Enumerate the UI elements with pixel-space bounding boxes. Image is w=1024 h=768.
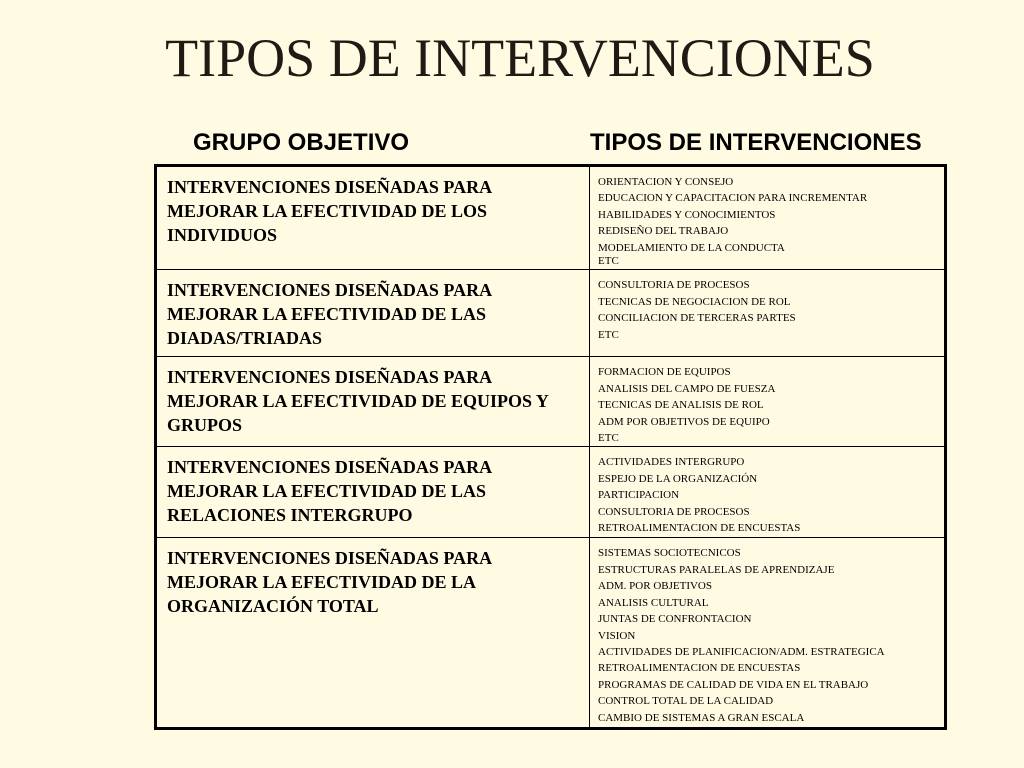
list-item: ADM. POR OBJETIVOS <box>598 580 712 593</box>
list-item: FORMACION DE EQUIPOS <box>598 366 731 379</box>
list-item: ORIENTACION Y CONSEJO <box>598 176 734 188</box>
list-item: SISTEMAS SOCIOTECNICOS <box>598 547 741 560</box>
group-cell: INTERVENCIONES DISEÑADAS PARA MEJORAR LA EFECTIVIDAD DE EQUIPOS Y GRUPOS <box>156 357 590 447</box>
column-header-types: TIPOS DE INTERVENCIONES <box>590 129 922 156</box>
items-cell <box>590 166 946 270</box>
list-item: REDISEÑO DEL TRABAJO <box>598 225 729 238</box>
list-item: RETROALIMENTACION DE ENCUESTAS <box>598 662 801 675</box>
page-title: TIPOS DE INTERVENCIONES <box>165 28 875 88</box>
list-item: TECNICAS DE NEGOCIACION DE ROL <box>598 295 791 308</box>
group-cell: INTERVENCIONES DISEÑADAS PARA MEJORAR LA EFECTIVIDAD DE LA ORGANIZACIÓN TOTAL <box>156 538 590 729</box>
list-item: ESPEJO DE LA ORGANIZACIÓN <box>598 472 758 485</box>
list-item: ETC <box>598 328 619 341</box>
table-row <box>156 270 946 357</box>
list-item: CONSULTORIA DE PROCESOS <box>598 279 750 292</box>
list-item: CAMBIO DE SISTEMAS A GRAN ESCALA <box>598 711 805 724</box>
list-item: RETROALIMENTACION DE ENCUESTAS <box>598 522 801 535</box>
items-cell <box>590 270 946 357</box>
list-item: ETC <box>598 255 619 268</box>
interventions-table <box>154 164 947 730</box>
group-cell: INTERVENCIONES DISEÑADAS PARA MEJORAR LA EFECTIVIDAD DE LAS DIADAS/TRIADAS <box>156 270 590 357</box>
list-item: HABILIDADES Y CONOCIMIENTOS <box>598 208 776 221</box>
list-item: ANALISIS DEL CAMPO DE FUESZA <box>598 382 776 395</box>
list-item: JUNTAS DE CONFRONTACION <box>598 613 752 626</box>
group-cell: INTERVENCIONES DISEÑADAS PARA MEJORAR LA EFECTIVIDAD DE LOS INDIVIDUOS <box>156 166 590 270</box>
list-item: CONTROL TOTAL DE LA CALIDAD <box>598 695 774 708</box>
table-row <box>156 447 946 538</box>
list-item: ANALISIS CULTURAL <box>598 596 709 609</box>
table-row <box>156 538 946 729</box>
list-item: PROGRAMAS DE CALIDAD DE VIDA EN EL TRABAJO <box>598 678 869 691</box>
table-row <box>156 166 946 270</box>
group-cell: INTERVENCIONES DISEÑADAS PARA MEJORAR LA EFECTIVIDAD DE LAS RELACIONES INTERGRUPO <box>156 447 590 538</box>
list-item: ACTIVIDADES DE PLANIFICACION/ADM. ESTRATEGICA <box>598 645 885 658</box>
column-header-group: GRUPO OBJETIVO <box>193 129 410 156</box>
list-item: PARTICIPACION <box>598 489 680 502</box>
list-item: MODELAMIENTO DE LA CONDUCTA <box>598 241 785 254</box>
list-item: CONSULTORIA DE PROCESOS <box>598 505 750 518</box>
list-item: CONCILIACION DE TERCERAS PARTES <box>598 312 796 325</box>
items-cell <box>590 447 946 538</box>
list-item: EDUCACION Y CAPACITACION PARA INCREMENTAR <box>598 192 868 205</box>
list-item: ACTIVIDADES INTERGRUPO <box>598 456 745 469</box>
list-item: TECNICAS DE ANALISIS DE ROL <box>598 399 764 412</box>
list-item: ADM POR OBJETIVOS DE EQUIPO <box>598 415 770 428</box>
list-item: VISION <box>598 629 636 642</box>
table-row <box>156 357 946 447</box>
list-item: ESTRUCTURAS PARALELAS DE APRENDIZAJE <box>598 563 835 576</box>
list-item: ETC <box>598 432 619 445</box>
items-cell <box>590 357 946 447</box>
items-cell <box>590 538 946 729</box>
